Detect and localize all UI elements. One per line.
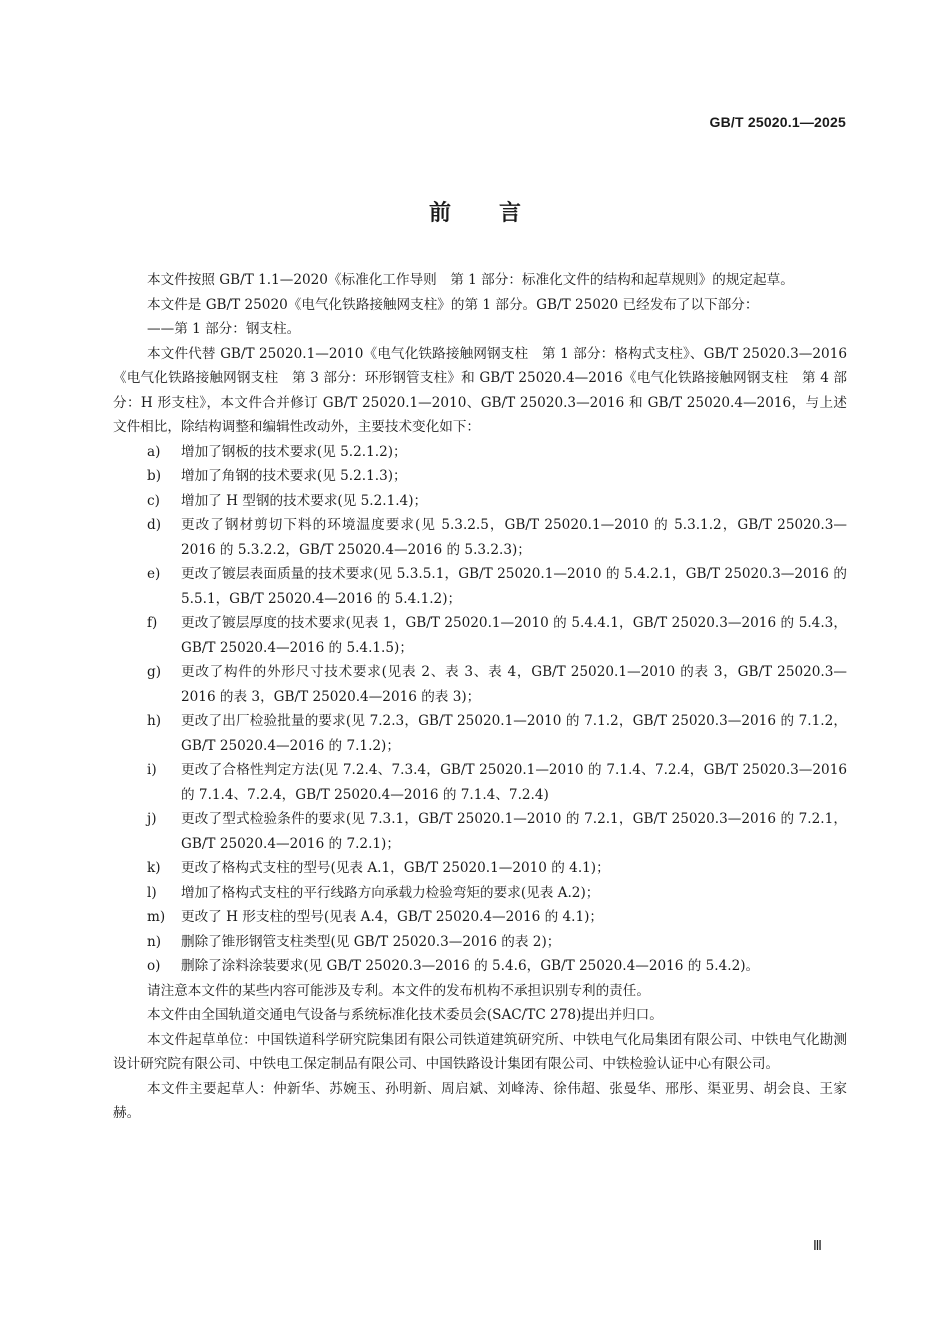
list-item-label: i) xyxy=(147,762,157,778)
list-item xyxy=(147,954,847,979)
paragraph-drafters: 本文件主要起草人：仲新华、苏婉玉、孙明新、周启斌、刘峰涛、徐伟超、张曼华、邢彤、渠亚男、胡会良、王家赫。 xyxy=(113,1080,847,1121)
list-item xyxy=(147,489,847,514)
list-item-label: m) xyxy=(147,909,166,925)
paragraph-replacement: 本文件代替 GB/T 25020.1—2010《电气化铁路接触网钢支柱 第 1 部分：格构式支柱》、GB/T 25020.3—2016《电气化铁路接触网钢支柱 第 3 部分：环形钢管支柱》和 GB/T 25020.4—2016《电气化铁路接触网钢支柱 第 4 部分：H 形支柱》，本文件合并修订 GB/T 25020.1—2010、GB/T 25020.3—2016 和 GB/T 25020.4—2016，与上述文件相比，除结构调整和编辑性改动外，主要技术变化如下： xyxy=(113,345,847,435)
paragraph-patent-notice: 请注意本文件的某些内容可能涉及专利。本文件的发布机构不承担识别专利的责任。 xyxy=(147,982,650,999)
list-item-text: 增加了角钢的技术要求(见 5.2.1.3)； xyxy=(181,468,407,484)
list-item-text: 增加了格构式支柱的平行线路方向承载力检验弯矩的要求(见表 A.2)； xyxy=(181,884,600,901)
list-item-label: o) xyxy=(147,958,161,974)
list-item xyxy=(147,464,847,489)
paragraph-drafting-units: 本文件起草单位：中国铁道科学研究院集团有限公司铁道建筑研究所、中铁电气化局集团有限公司、中铁电气化勘测设计研究院有限公司、中铁电工保定制品有限公司、中国铁路设计集团有限公司、中铁检验认证中心有限公司。 xyxy=(113,1031,847,1072)
list-item xyxy=(147,930,847,955)
list-item xyxy=(147,440,847,465)
list-item-text: 更改了构件的外形尺寸技术要求(见表 2、表 3、表 4，GB/T 25020.1—2010 的表 3，GB/T 25020.3—2016 的表 3，GB/T 25020.4—2016 的表 3)； xyxy=(181,664,847,705)
list-item-text: 更改了格构式支柱的型号(见表 A.1，GB/T 25020.1—2010 的 4.1)； xyxy=(181,860,610,876)
list-item xyxy=(147,758,847,807)
paragraph-proposer: 本文件由全国轨道交通电气设备与系统标准化技术委员会(SAC/TC 278)提出并归口。 xyxy=(147,1007,663,1023)
page-number: Ⅲ xyxy=(813,1238,822,1253)
list-item xyxy=(147,660,847,709)
list-item-label: e) xyxy=(147,566,161,582)
list-item-label: l) xyxy=(147,884,157,901)
list-item xyxy=(147,611,847,660)
list-item-text: 更改了出厂检验批量的要求(见 7.2.3，GB/T 25020.1—2010 的 7.1.2，GB/T 25020.3—2016 的 7.1.2，GB/T 25020.4—2016 的 7.1.2)； xyxy=(181,713,847,754)
paragraph-drafting-rules: 本文件按照 GB/T 1.1—2020《标准化工作导则 第 1 部分：标准化文件的结构和起草规则》的规定起草。 xyxy=(147,272,794,288)
list-item-text: 增加了 H 型钢的技术要求(见 5.2.1.4)； xyxy=(181,492,428,509)
standard-code: GB/T 25020.1—2025 xyxy=(709,114,846,130)
list-item-text: 增加了钢板的技术要求(见 5.2.1.2)； xyxy=(181,443,407,460)
list-item-text: 更改了 H 形支柱的型号(见表 A.4，GB/T 25020.4—2016 的 4.1)； xyxy=(181,909,604,925)
list-item-label: n) xyxy=(147,933,162,950)
list-item-text: 更改了合格性判定方法(见 7.2.4、7.3.4，GB/T 25020.1—2010 的 7.1.4、7.2.4，GB/T 25020.3—2016 的 7.1.4、7.2.4，GB/T 25020.4—2016 的 7.1.4、7.2.4) xyxy=(181,762,847,803)
list-item-label: k) xyxy=(147,860,161,876)
list-item xyxy=(147,562,847,611)
list-item-text: 更改了镀层厚度的技术要求(见表 1，GB/T 25020.1—2010 的 5.4.4.1，GB/T 25020.3—2016 的 5.4.3，GB/T 25020.4—2016 的 5.4.1.5)； xyxy=(181,615,847,656)
list-item xyxy=(147,905,847,930)
document-body xyxy=(113,268,847,1126)
list-item xyxy=(147,709,847,758)
list-item-label: f) xyxy=(147,615,158,631)
list-item-text: 删除了涂料涂装要求(见 GB/T 25020.3—2016 的 5.4.6，GB/T 25020.4—2016 的 5.4.2)。 xyxy=(181,958,760,974)
list-item-label: h) xyxy=(147,713,162,729)
paragraph-series-parts: 本文件是 GB/T 25020《电气化铁路接触网支柱》的第 1 部分。GB/T 25020 已经发布了以下部分： xyxy=(147,296,759,313)
changes-list xyxy=(113,440,847,979)
list-item-label: d) xyxy=(147,517,162,533)
list-item-text: 更改了镀层表面质量的技术要求(见 5.3.5.1，GB/T 25020.1—2010 的 5.4.2.1，GB/T 25020.3—2016 的 5.5.1，GB/T 25020.4—2016 的 5.4.1.2)； xyxy=(181,566,847,607)
list-item xyxy=(147,881,847,906)
list-item-label: g) xyxy=(147,664,162,680)
list-item-label: b) xyxy=(147,468,162,484)
list-item-text: 更改了钢材剪切下料的环境温度要求(见 5.3.2.5，GB/T 25020.1—2010 的 5.3.1.2，GB/T 25020.3—2016 的 5.3.2.2，GB/T 25020.4—2016 的 5.3.2.3)； xyxy=(181,517,847,558)
list-item xyxy=(147,513,847,562)
list-item-text: 更改了型式检验条件的要求(见 7.3.1，GB/T 25020.1—2010 的 7.2.1，GB/T 25020.3—2016 的 7.2.1，GB/T 25020.4—2016 的 7.2.1)； xyxy=(181,811,847,852)
list-item-label: c) xyxy=(147,492,160,509)
page-title: 前言 xyxy=(428,201,569,226)
list-item-text: 删除了锥形钢管支柱类型(见 GB/T 25020.3—2016 的表 2)； xyxy=(181,933,561,950)
list-item-label: j) xyxy=(147,811,157,827)
list-item xyxy=(147,807,847,856)
list-item-label: a) xyxy=(147,443,161,460)
part-list-item: ——第 1 部分：钢支柱。 xyxy=(147,321,301,337)
list-item xyxy=(147,856,847,881)
